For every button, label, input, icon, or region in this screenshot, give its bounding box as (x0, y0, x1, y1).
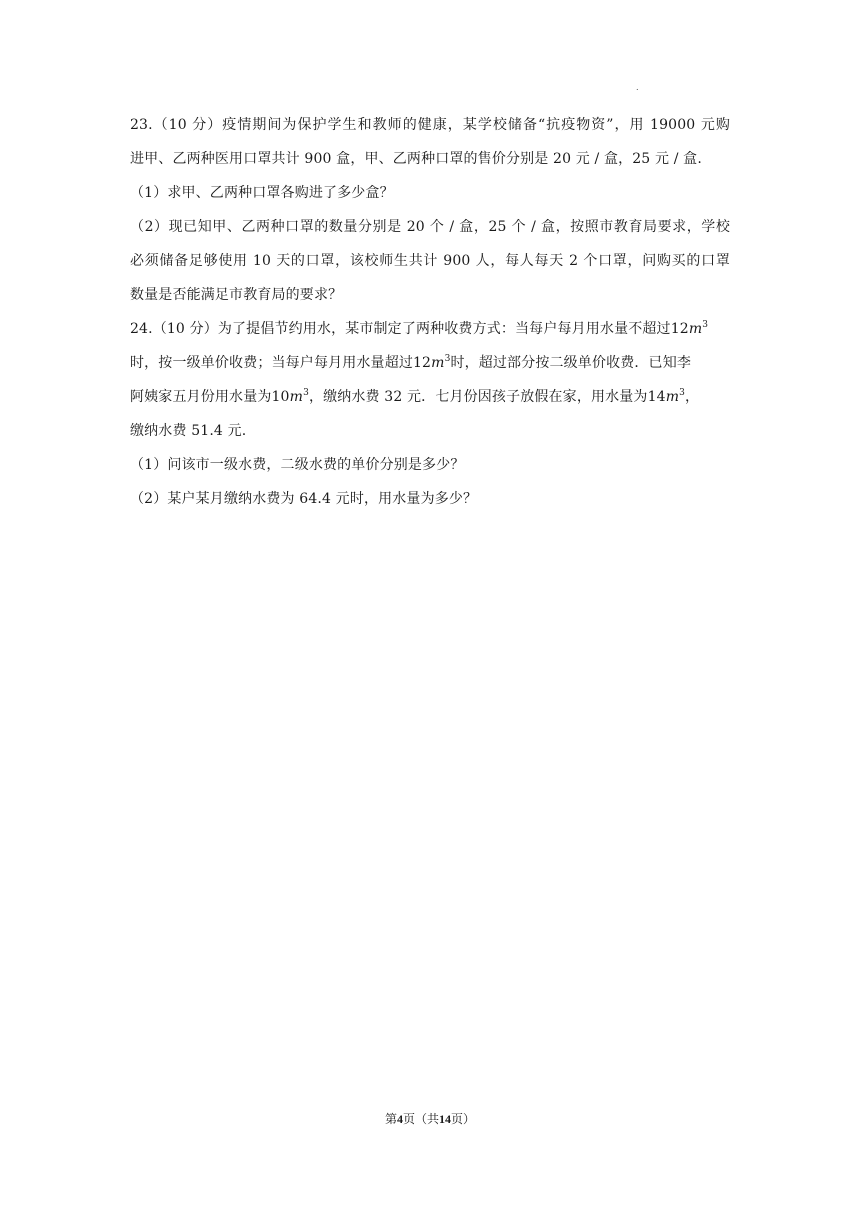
footer-middle: 页（共 (402, 1112, 439, 1126)
footer-total-pages: 14 (439, 1112, 451, 1126)
q24-l3-text-c: ， (685, 389, 700, 405)
q24-part-1: （1）问该市一级水费，二级水费的单价分别是多少？ (130, 457, 465, 473)
unit-exponent: 3 (303, 388, 309, 398)
unit-m: m (431, 355, 445, 371)
footer-page-number: 4 (396, 1112, 403, 1126)
unit-exponent: 3 (702, 320, 709, 330)
q24-stem-line-1 (130, 312, 730, 346)
q24-l1-number: 12 (670, 321, 689, 337)
q24-stem-line-2 (130, 346, 730, 380)
q24-l2-text-b: 时，超过部分按二级单价收费．已知李 (450, 355, 692, 371)
q23-part-2-line-1: （2）现已知甲、乙两种口罩的数量分别是 20 个 / 盒，25 个 / 盒，按照市教育局要求，学校 (130, 219, 730, 235)
q24-stem-line-4: 缴纳水费 51.4 元. (130, 423, 247, 439)
q24-stem-line-3 (130, 380, 730, 414)
q24-l3-number-1: 10 (271, 389, 290, 405)
q23-stem-line-2: 进甲、乙两种医用口罩共计 900 盒，甲、乙两种口罩的售价分别是 20 元 / 盒，25 元 / 盒. (130, 151, 702, 167)
unit-exponent: 3 (444, 354, 451, 364)
q24-l2-number: 12 (413, 355, 432, 371)
q23-part-2-line-3: 数量是否能满足市教育局的要求？ (130, 287, 343, 303)
footer-suffix: 页） (451, 1112, 476, 1126)
q24-l1-text: 24.（10 分）为了提倡节约用水，某市制定了两种收费方式：当每户每月用水量不超过 (130, 321, 671, 337)
q24-l3-number-2: 14 (647, 389, 666, 405)
q24-l3-text-b: ，缴纳水费 32 元．七月份因孩子放假在家，用水量为 (308, 389, 648, 405)
q23-part-2-line-2: 必须储备足够使用 10 天的口罩，该校师生共计 900 人，每人每天 2 个口罩，问购买的口罩 (130, 253, 730, 269)
q24-l2-text-a: 时，按一级单价收费；当每户每月用水量超过 (130, 355, 413, 371)
q23-stem-line-1: 23.（10 分）疫情期间为保护学生和教师的健康，某学校储备“抗疫物资”，用 19000 元购 (130, 117, 730, 133)
header-mark: . (636, 83, 639, 92)
footer-prefix: 第 (384, 1112, 397, 1126)
q24-part-2: （2）某户某月缴纳水费为 64.4 元时，用水量为多少？ (130, 491, 478, 507)
q23-part-1: （1）求甲、乙两种口罩各购进了多少盒？ (130, 185, 394, 201)
unit-m: m (665, 389, 680, 405)
unit-m: m (688, 321, 703, 337)
unit-m: m (289, 389, 304, 405)
unit-exponent: 3 (679, 388, 686, 398)
questions-content (130, 108, 730, 516)
page-footer (0, 1112, 860, 1126)
q24-l3-text-a: 阿姨家五月份用水量为 (130, 389, 272, 405)
